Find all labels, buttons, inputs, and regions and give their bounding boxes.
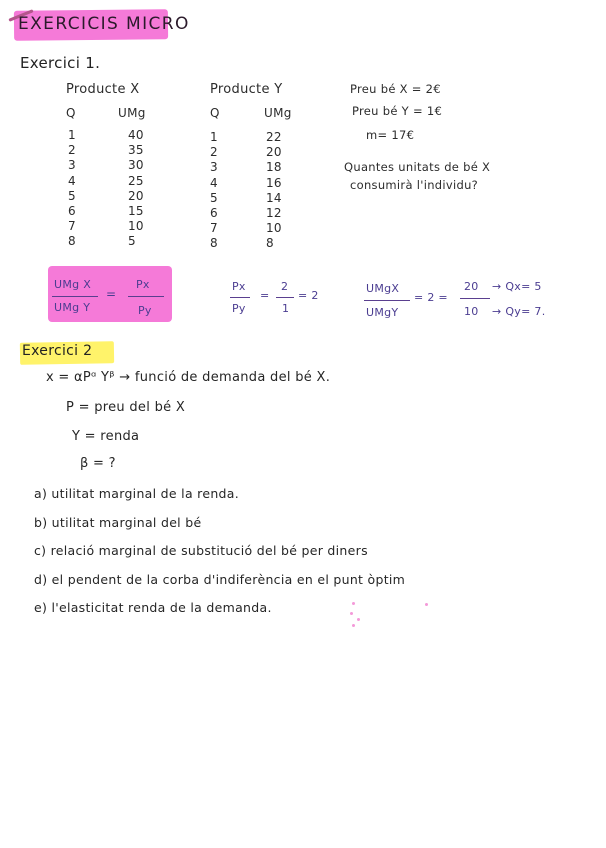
product-y-q-value: 5 [210,190,218,205]
solution-num: 20 [464,280,479,293]
solution-equals-2: = 2 = [414,291,448,304]
product-y-umg-value: 20 [266,145,282,160]
question-line-1: Quantes unitats de bé X [344,160,491,174]
product-y-q-value: 7 [210,221,218,236]
page-title: EXERCICIS MICRO [18,14,190,34]
product-y-umg-value: 8 [266,236,274,251]
product-x-q-value: 7 [68,219,76,234]
definition-item: β = ? [80,456,116,471]
formula-umgy: UMg Y [54,301,91,314]
solution-umgx: UMgX [366,282,400,295]
product-x-q-value: 4 [68,173,76,188]
product-y-umg-value: 18 [266,160,282,175]
product-x-umg-value: 40 [128,128,144,142]
question-item: c) relació marginal de substitució del bé per diners [34,543,368,558]
solution-qy: → Qy= 7. [492,305,546,318]
product-x-label: Producte X [66,82,140,97]
formula-px: Px [136,278,150,291]
definition-item: Y = renda [72,429,140,444]
ratio-py: Py [232,302,246,315]
product-y-label: Producte Y [210,82,283,97]
solution-qx: → Qx= 5 [492,280,542,293]
product-y-q-value: 4 [210,175,218,190]
ratio-bar-2 [276,297,294,298]
product-y-q-header: Q [210,106,220,120]
product-x-q-value: 1 [68,128,76,142]
product-y-umg-value: 10 [266,221,282,236]
product-x-umg-header: UMg [118,106,146,120]
ratio-den: 1 [282,302,290,315]
product-x-umg-value: 20 [128,188,144,203]
product-x-q-value: 5 [68,188,76,203]
formula-umgx: UMg X [54,278,92,291]
formula-right-bar [128,296,164,297]
product-y-umg-value: 22 [266,130,282,144]
exercise-2-heading: Exercici 2 [22,343,93,359]
question-item: b) utilitat marginal del bé [34,514,202,530]
definition-item: P = preu del bé X [66,400,186,415]
product-x-umg-value: 25 [128,173,144,188]
ratio-equals: = [260,289,270,302]
product-x-q-value: 8 [68,234,76,249]
product-y-umg-value: 16 [266,175,282,190]
product-y-q-value: 3 [210,160,218,175]
product-y-q-value: 6 [210,206,218,220]
formula-left-bar [52,296,98,297]
formula-py: Py [138,304,152,317]
question-item: e) l'elasticitat renda de la demanda. [34,600,272,615]
solution-bar-1 [364,300,410,301]
product-x-umg-value: 35 [128,143,144,158]
ratio-result: = 2 [298,289,319,302]
product-x-umg-value: 15 [128,204,144,218]
price-x: Preu bé X = 2€ [350,82,441,96]
product-y-q-value: 8 [210,236,218,251]
ratio-bar-1 [230,297,250,298]
product-x-umg-value: 10 [128,219,144,234]
product-x-umg-value: 30 [128,158,144,173]
solution-umgy: UMgY [366,306,399,319]
product-y-q-value: 2 [210,145,218,160]
solution-bar-2 [460,298,490,299]
product-y-q-value: 1 [210,130,218,144]
question-item: a) utilitat marginal de la renda. [34,486,240,501]
product-y-umg-value: 14 [266,190,282,205]
product-x-q-header: Q [66,106,76,120]
ratio-num: 2 [281,280,289,293]
ratio-px: Px [232,280,246,293]
formula-equals: = [106,287,117,301]
price-y: Preu bé Y = 1€ [352,104,443,118]
question-item: d) el pendent de la corba d'indiferència en el punt òptim [34,571,406,587]
question-line-2: consumirà l'individu? [350,178,479,192]
income: m= 17€ [366,128,415,142]
product-x-q-value: 6 [68,204,76,218]
product-x-umg-value: 5 [128,234,136,249]
solution-den: 10 [464,305,479,318]
product-y-umg-header: UMg [264,106,292,120]
demand-function: x = αPᵅ Yᵝ → funció de demanda del bé X. [46,370,331,385]
product-x-q-value: 2 [68,143,76,158]
exercise-1-heading: Exercici 1. [20,54,101,72]
product-y-umg-value: 12 [266,206,282,220]
product-x-q-value: 3 [68,158,76,173]
